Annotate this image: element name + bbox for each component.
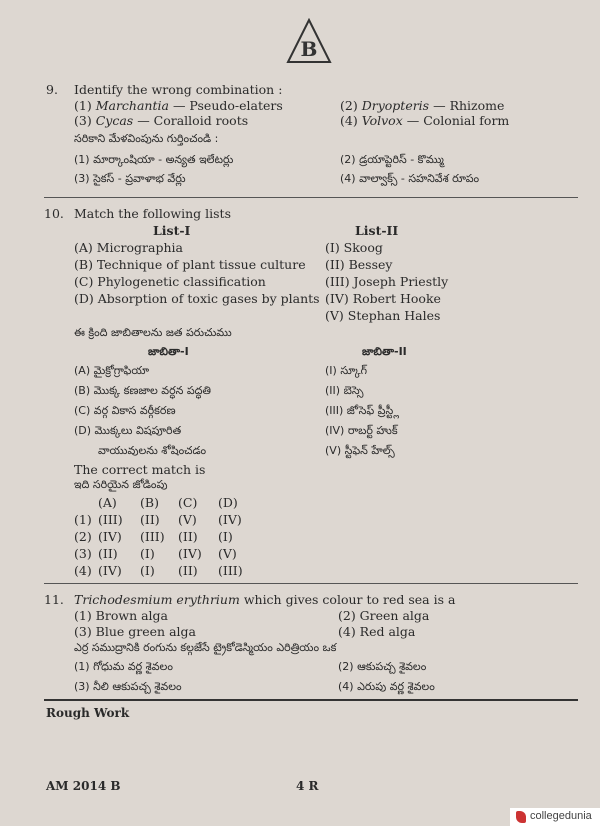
q9-number: 9. <box>46 82 58 97</box>
q11-telugu-option-1: (1) గోధుమ వర్ణ శైవలం <box>74 660 173 673</box>
page-number: 4 R <box>296 779 319 793</box>
q10-telugu-list2-item: (V) స్టీఫెన్ హేల్స్ <box>325 444 395 457</box>
q11-option-2: (2) Green alga <box>338 608 430 623</box>
q10-option-number: (2) <box>74 529 92 544</box>
q10-telugu-list2-item: (II) బెస్సె <box>325 384 364 397</box>
q10-cell: (III) <box>218 563 243 578</box>
q10-cell: (IV) <box>98 563 122 578</box>
q10-cell: (V) <box>178 512 197 527</box>
paper-code: AM 2014 B <box>46 779 121 793</box>
logo-icon <box>516 811 526 823</box>
q11-telugu-option-3: (3) నీలి ఆకుపచ్చ శైవలం <box>74 680 182 693</box>
q10-telugu-list2-item: (IV) రాబర్ట్ హుక్ <box>325 424 398 437</box>
q10-telugu-list2-item: (I) స్కూగ్ <box>325 364 368 377</box>
q9-telugu-option-3: (3) సైకస్ - ప్రవాళాభ వేర్లు <box>74 172 186 185</box>
q9-option-4: (4) Volvox — Colonial form <box>340 113 510 128</box>
q11-number: 11. <box>44 592 64 607</box>
q10-option-number: (3) <box>74 546 92 561</box>
q10-question: Match the following lists <box>74 206 231 221</box>
q10-correct-match-label: The correct match is <box>74 462 206 477</box>
q9-option-1: (1) Marchantia — Pseudo-elaters <box>74 98 283 113</box>
q11-option-4: (4) Red alga <box>338 624 416 639</box>
q11-question: Trichodesmium erythrium which gives colour to red sea is a <box>74 592 456 607</box>
q10-list1-item: (B) Technique of plant tissue culture <box>74 257 306 272</box>
q9-option-3: (3) Cycas — Coralloid roots <box>74 113 249 128</box>
q10-table-head: (B) <box>140 495 159 510</box>
divider <box>44 197 578 198</box>
q10-cell: (IV) <box>98 529 122 544</box>
q10-cell: (I) <box>218 529 233 544</box>
q10-option-number: (1) <box>74 512 92 527</box>
q10-cell: (I) <box>140 546 155 561</box>
q10-telugu-list1-item: వాయువులను శోషించడం <box>98 444 207 457</box>
q9-question: Identify the wrong combination : <box>74 82 283 97</box>
q10-telugu-correct-match-label: ఇది సరియైన జోడింపు <box>74 478 168 491</box>
q11-telugu-question: ఎర్ర సముద్రానికి రంగును కల్గజేసే ట్రైకోడెస్మియం ఎరిత్రియం ఒక <box>74 641 337 654</box>
q10-list2-heading: List-II <box>355 223 399 238</box>
q10-cell: (II) <box>98 546 118 561</box>
q10-table-head: (C) <box>178 495 198 510</box>
q10-cell: (II) <box>140 512 160 527</box>
booklet-code-letter: B <box>300 37 318 61</box>
q10-list2-item: (II) Bessey <box>325 257 393 272</box>
q10-cell: (IV) <box>218 512 242 527</box>
watermark-text: collegedunia <box>530 810 592 822</box>
q10-list1-item: (C) Phylogenetic classification <box>74 274 266 289</box>
q10-table-head: (D) <box>218 495 238 510</box>
q10-telugu-question: ఈ క్రింది జాబితాలను జత పరుచుము <box>74 326 232 339</box>
q9-telugu-option-4: (4) వాల్వాక్స్ - సహనివేశ రూపం <box>340 172 480 185</box>
q10-list2-item: (III) Joseph Priestly <box>325 274 449 289</box>
q10-telugu-list1-item: (A) మైక్రోగ్రాఫియా <box>74 364 150 377</box>
rough-work-label: Rough Work <box>46 706 130 720</box>
q10-cell: (V) <box>218 546 237 561</box>
q11-option-1: (1) Brown alga <box>74 608 168 623</box>
q10-telugu-list1-item: (C) వర్గ వికాస వర్గీకరణ <box>74 404 176 417</box>
q11-telugu-option-4: (4) ఎరుపు వర్ణ శైవలం <box>338 680 435 693</box>
q10-telugu-list1-item: (D) మొక్కలు విషపూరిత <box>74 424 182 437</box>
q10-list2-item: (V) Stephan Hales <box>325 308 441 323</box>
q10-cell: (IV) <box>178 546 202 561</box>
q10-number: 10. <box>44 206 64 221</box>
q9-option-2: (2) Dryopteris — Rhizome <box>340 98 505 113</box>
q10-table-head: (A) <box>98 495 117 510</box>
q10-cell: (II) <box>178 563 198 578</box>
booklet-code-logo <box>286 18 332 64</box>
q11-option-3: (3) Blue green alga <box>74 624 196 639</box>
q10-cell: (I) <box>140 563 155 578</box>
q10-list2-item: (IV) Robert Hooke <box>325 291 441 306</box>
q10-cell: (II) <box>178 529 198 544</box>
q10-option-number: (4) <box>74 563 92 578</box>
q9-telugu-question: సరికాని మేళవింపును గుర్తించండి : <box>74 132 219 145</box>
q10-cell: (III) <box>98 512 123 527</box>
q9-telugu-option-2: (2) డ్రయాప్టెరిస్ - కొమ్ము <box>340 153 444 166</box>
q11-telugu-option-2: (2) ఆకుపచ్చ శైవలం <box>338 660 427 673</box>
q10-telugu-list2-item: (III) జోసెఫ్ ప్రీస్ట్లీ <box>325 404 399 417</box>
q10-telugu-list1-item: (B) మొక్క కణజాల వర్ధన పద్ధతి <box>74 384 212 397</box>
divider <box>44 583 578 584</box>
q10-cell: (III) <box>140 529 165 544</box>
q10-telugu-list2-heading: జాబితా-II <box>362 345 407 358</box>
q9-telugu-option-1: (1) మార్కాంషియా - అన్యత ఇలేటర్లు <box>74 153 234 166</box>
collegedunia-watermark <box>510 808 600 826</box>
q10-list1-item: (D) Absorption of toxic gases by plants <box>74 291 320 306</box>
divider <box>44 699 578 701</box>
q10-telugu-list1-heading: జాబితా-I <box>148 345 189 358</box>
q10-list1-heading: List-I <box>153 223 191 238</box>
q10-list2-item: (I) Skoog <box>325 240 383 255</box>
q10-list1-item: (A) Micrographia <box>74 240 183 255</box>
